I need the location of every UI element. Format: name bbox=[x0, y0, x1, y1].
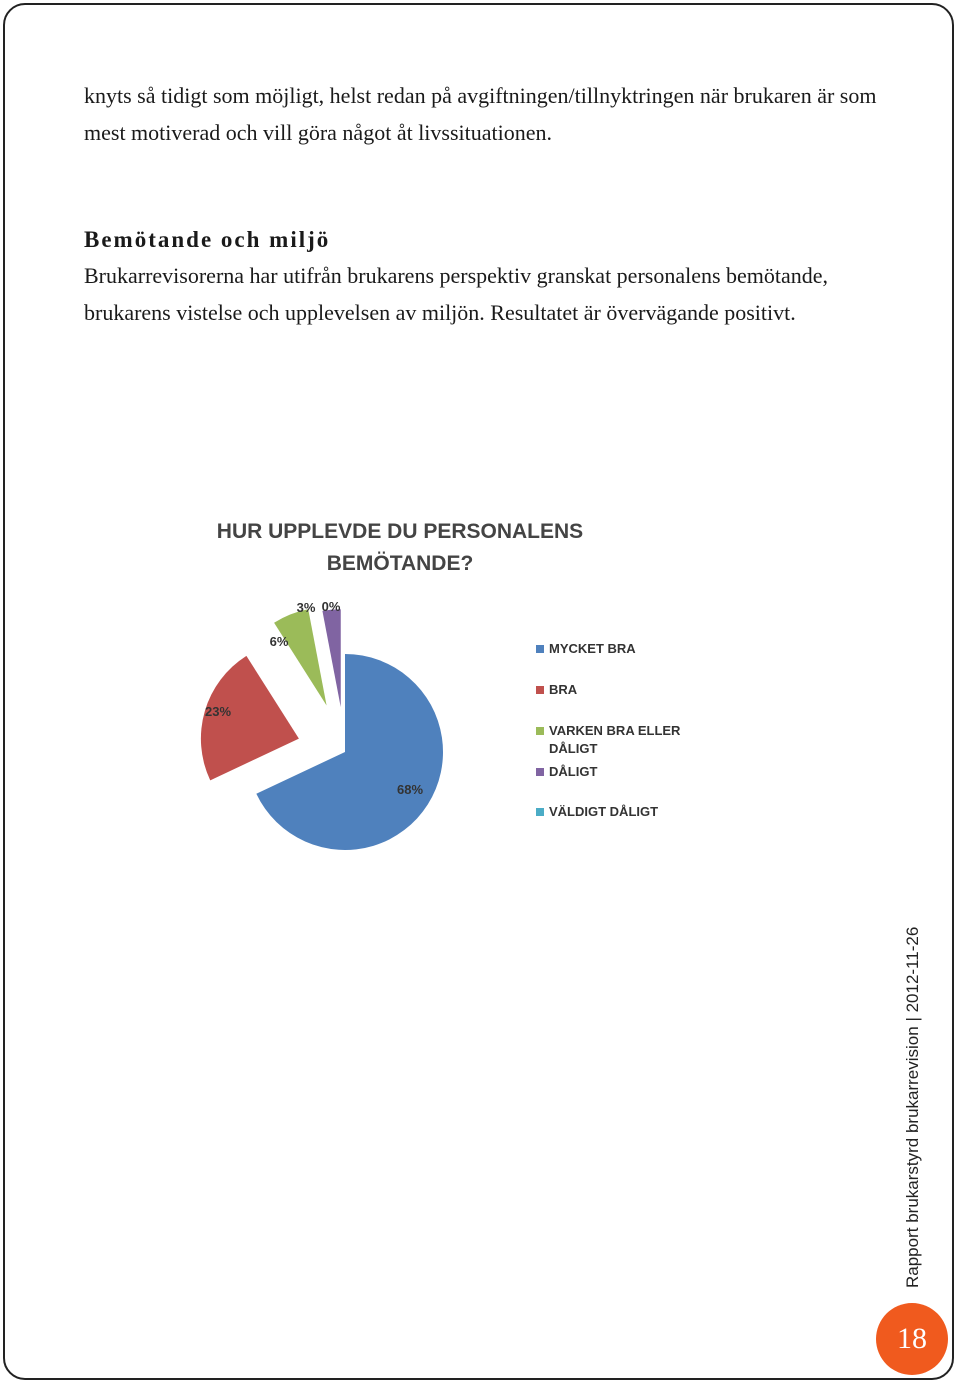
legend-swatch-4 bbox=[536, 808, 544, 816]
section-heading: Bemötande och miljö bbox=[84, 227, 331, 252]
chart-title-line-1: HUR UPPLEVDE DU PERSONALENS bbox=[216, 520, 584, 543]
pie-label-3: 3% bbox=[296, 600, 316, 615]
legend-label-1: BRA bbox=[549, 682, 578, 697]
pie-slice-2 bbox=[274, 609, 327, 705]
pie-label-4: 0% bbox=[321, 599, 341, 614]
legend-label-3: DÅLIGT bbox=[549, 764, 598, 779]
legend-swatch-3 bbox=[536, 768, 544, 776]
legend-swatch-1 bbox=[536, 686, 544, 694]
legend-label-0: MYCKET BRA bbox=[549, 641, 636, 656]
pie-label-0: 68% bbox=[396, 782, 424, 797]
body-paragraph-section: Brukarrevisorerna har utifrån brukarens perspektiv granskat personalens bemötande, brukarens vistelse och upplevelsen av miljön. Resultatet är övervägande positivt. bbox=[84, 263, 829, 325]
chart-title-line-2: BEMÖTANDE? bbox=[326, 552, 474, 575]
body-paragraph-intro: knyts så tidigt som möjligt, helst redan på avgiftningen/tillnyktringen när brukaren är som mest motiverad och vill göra något åt livssituationen. bbox=[84, 83, 877, 145]
pie-label-1: 23% bbox=[204, 704, 232, 719]
legend-label-2: VARKEN BRA ELLER DÅLIGT bbox=[549, 723, 681, 756]
pie-label-2: 6% bbox=[269, 634, 289, 649]
pie-slice-3 bbox=[322, 609, 340, 707]
legend-swatch-0 bbox=[536, 645, 544, 653]
pie-slice-0 bbox=[256, 654, 443, 850]
side-footer-text: Rapport brukarstyrd brukarrevision | 2012-11-26 bbox=[903, 926, 922, 1288]
legend-label-4: VÄLDIGT DÅLIGT bbox=[549, 804, 659, 819]
page-number-badge: 18 bbox=[876, 1303, 948, 1375]
legend-swatch-2 bbox=[536, 727, 544, 735]
